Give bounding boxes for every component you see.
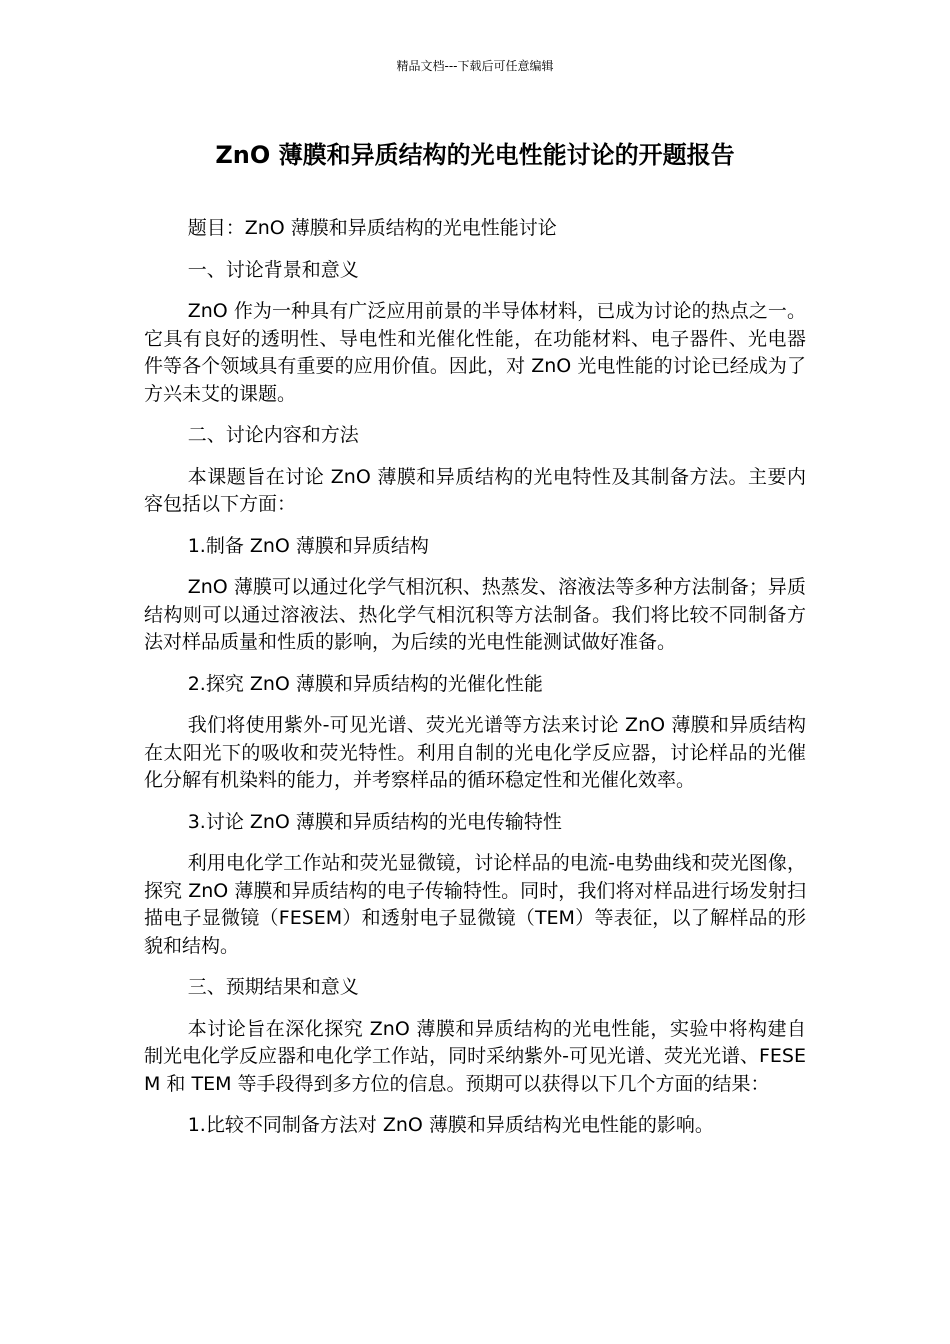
section-heading-background: 一、讨论背景和意义 [187,258,359,281]
expected-result-item-1: 1.比较不同制备方法对 ZnO 薄膜和异质结构光电性能的影响。 [187,1114,714,1136]
section-heading-content-method: 二、讨论内容和方法 [187,424,359,446]
subheading-photocatalysis: 2.探究 ZnO 薄膜和异质结构的光催化性能 [187,672,543,695]
paragraph-content-intro: 本课题旨在讨论 ZnO 薄膜和异质结构的光电特性及其制备方法。主要内容包括以下方面： [144,465,806,515]
subheading-transport: 3.讨论 ZnO 薄膜和异质结构的光电传输特性 [187,810,562,833]
document-body [144,215,806,1154]
paragraph-photocatalysis: 我们将使用紫外-可见光谱、荧光光谱等方法来讨论 ZnO 薄膜和异质结构在太阳光下的吸收和荧光特性。利用自制的光电化学反应器，讨论样品的光催化分解有机染料的能力，并考察样品的循环稳定性和光催化效率。 [144,714,806,791]
section-heading-expected-results: 三、预期结果和意义 [187,976,359,998]
paragraph-background: ZnO 作为一种具有广泛应用前景的半导体材料，已成为讨论的热点之一。它具有良好的透明性、导电性和光催化性能，在功能材料、电子器件、光电器件等各个领域具有重要的应用价值。因此，对 ZnO 光电性能的讨论已经成为了方兴未艾的课题。 [144,300,806,405]
subheading-preparation: 1.制备 ZnO 薄膜和异质结构 [187,534,429,557]
topic-line: 题目：ZnO 薄膜和异质结构的光电性能讨论 [187,217,557,239]
header-note: 精品文档---下载后可任意编辑 [396,59,554,73]
paragraph-expected-results: 本讨论旨在深化探究 ZnO 薄膜和异质结构的光电性能，实验中将构建自制光电化学反应器和电化学工作站，同时采纳紫外-可见光谱、荧光光谱、FESEM 和 TEM 等手段得到多方位的信息。预期可以获得以下几个方面的结果： [144,1017,806,1095]
document-title: ZnO 薄膜和异质结构的光电性能讨论的开题报告 [215,141,735,169]
paragraph-transport: 利用电化学工作站和荧光显微镜，讨论样品的电流-电势曲线和荧光图像，探究 ZnO 薄膜和异质结构的电子传输特性。同时，我们将对样品进行场发射扫描电子显微镜（FESEM）和透射电子显微镜（TEM）等表征，以了解样品的形貌和结构。 [144,852,806,957]
paragraph-preparation: ZnO 薄膜可以通过化学气相沉积、热蒸发、溶液法等多种方法制备；异质结构则可以通过溶液法、热化学气相沉积等方法制备。我们将比较不同制备方法对样品质量和性质的影响，为后续的光电性能测试做好准备。 [144,576,806,653]
